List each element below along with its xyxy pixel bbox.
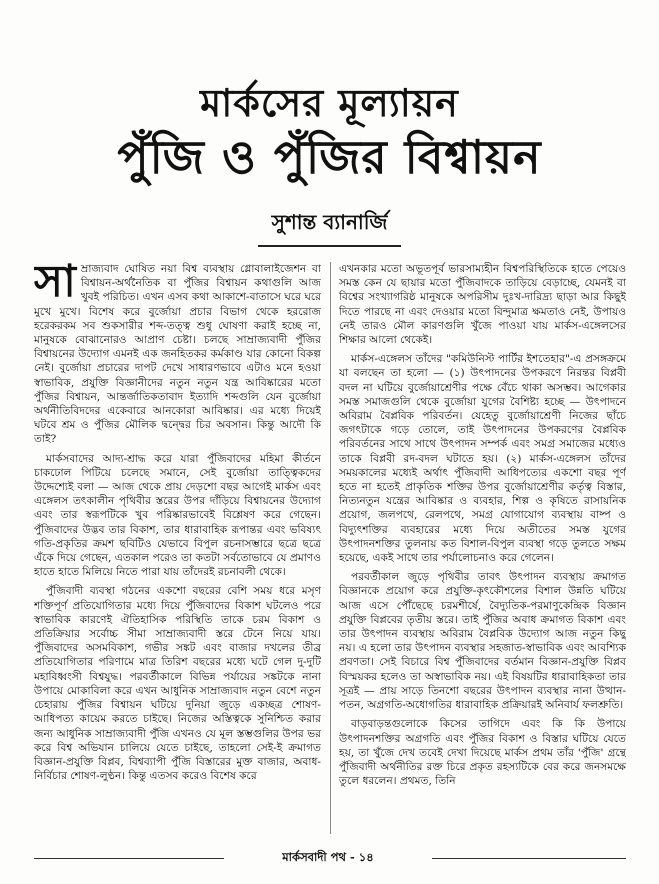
drop-cap: সা <box>34 262 76 307</box>
paragraph: মার্কসবাদের আদ্য-শ্রাদ্ধ করে যারা পুঁজিবাদের মহিমা কীর্তনে চাকঢোল পিটিয়ে চলেছে সমানে, সেই বুর্জোয়া তাত্ত্বিকদের উদ্দেশ্যেই বলা — আজ থেকে প্রায় দেড়শো বছর আগেই মার্কস এবং এঙ্গেলস তৎকালীন পৃথিবীর স্তরের উপর দাঁড়িয়ে বিশ্বায়নের উদ্যোগ এবং তার স্বরূপটিকে খুব পরিষ্কারভাবেই বিশ্লেষণ করে গেছেন। পুঁজিবাদের উদ্ভব তার বিকাশ, তার ধারাবাহিক রূপান্তর এবং ভবিষ্যৎ গতি-প্রকৃতির ক্রমশ ছবিটিও যেভাবে বিপুল রচনাসম্ভারে ছত্রে ছত্রে এঁকে দিয়ে গেছেন, এতকাল পরেও তা কতটা সর্বতোভাবে যে প্রমাণও হাতে হাতে মিলিয়ে নিতে পারা যায় তাঁদেরই রচনাবলী থেকে। <box>34 452 321 579</box>
paragraph: মার্কস-এঙ্গেলস তাঁদের "কমিউনিস্ট পার্টির ইশতেহার"-এ প্রসঙ্গক্রমে যা বলছেন তা হলো — (১) উৎপাদনের উপকরণে নিরন্তর বিপ্লবী বদল না ঘটিয়ে বুর্জোয়াশ্রেণীর পক্ষে বেঁচে থাকা অসম্ভব। আগেকার সমস্ত সমাজগুলি থেকে বুর্জোয়া যুগের বৈশিষ্ট্য হচ্ছে — উৎপাদনে অবিরাম বৈপ্লবিক পরিবর্তন। যেহেতু বুর্জোয়াশ্রেণী নিজের ছাঁচে জগৎটাকে গড়ে তোলে, তাই উৎপাদনের উপকরণের বৈপ্লবিক পরিবর্তনের সাথে সাথে উৎপাদন সম্পর্ক এবং সমগ্র সমাজের মধ্যেও তাকে বিপ্লবী রদ-বদল ঘটাতে হয়। (২) মার্কস-এঙ্গেলস তাঁদের সময়কালের মধ্যেই অর্থাৎ পুঁজিবাদী আধিপত্যের একশো বছর পূর্ণ হতে না হতেই প্রাকৃতিক শক্তির উপর বুর্জোয়াশ্রেণীর কর্তৃত্ব বিস্তার, নিত্যনতুন যন্ত্রের আবিষ্কার ও ব্যবহার, শিল্প ও কৃষিতে রাসায়নিক প্রয়োগ, জলপথে, রেলপথে, সমগ্র যোগাযোগ ব্যবস্থায় বাষ্প ও বিদ্যুৎশক্তির ব্যবহারের মধ্যে দিয়ে অতীতের সমস্ত যুগের উৎপাদনশক্তির তুলনায় কত বিশাল-বিপুল ব্যবস্থা গড়ে তুলতে সক্ষম হয়েছে, একই সাথে তার পর্যালোচনাও করে গেলেন। <box>339 353 626 565</box>
title-block <box>0 78 659 186</box>
title-line-1: মার্কসের মূল্যায়ন <box>200 80 459 125</box>
right-column <box>339 262 626 834</box>
column-divider <box>330 262 331 834</box>
paragraph: পরবর্তীকাল জুড়ে পৃথিবীর তাবৎ উৎপাদন ব্যবস্থায় ক্রমাগত বিজ্ঞানকে প্রয়োগ করে প্রযুক্তি-কৃৎকৌশলের বিশাল উন্নতি ঘটিয়ে আজ এসে পৌঁছেছে চরমশীর্ষে, বৈদ্যুতিক-পরমাণুকেন্দ্রিক বিজ্ঞান প্রযুক্তি বিপ্লবের তৃতীয় স্তরে। তাই পুঁজির অবাধ ক্রমাগত বিকাশ এবং তার উৎপাদন ব্যবস্থায় অবিরাম বৈপ্লবিক উদ্যোগ আজ নতুন কিছু নয়। এ হলো তার উৎপাদন ব্যবস্থার সহজাত-স্বাভাবিক এবং আবশ্যিক প্রবণতা। সেই বিচারে বিশ্ব পুঁজিবাদের বর্তমান বিজ্ঞান-প্রযুক্তি বিপ্লব বিস্ময়কর হলেও তা অস্বাভাবিক নয়। এই বিষয়টির ধারাবাহিকতা তার সূত্রই — প্রায় সাড়ে তিনশো বছরের উৎপাদন ব্যবস্থার নানা উত্থান-পতন, অগ্রগতি-অধোগতির ধারাবাহিক প্রক্রিয়ারই অনিবার্য ফলশ্রুতি। <box>339 571 626 712</box>
title-line-2: পুঁজি ও পুঁজির বিশ্বায়ন <box>117 130 542 184</box>
footer-rule-right <box>432 858 626 859</box>
author-name: সুশান্ত ব্যানার্জি <box>258 208 402 247</box>
left-column <box>34 262 321 834</box>
paragraph: এখনকার মতো অভূতপূর্ব ভারসাম্যহীন বিশ্বপরিস্থিতিকে হাতে পেয়েও সমস্ত কেন যে ছায়ার মতো পুঁজিবাদকে তাড়িয়ে বেড়াচ্ছে, যেমনই বা বিশ্বের সংখ্যাগরিষ্ঠ মানুষকে অপরিসীম দুঃখ-দারিদ্র্য ছাড়া আর কিছুই দিতে পারছে না এবং দেওয়ার মতো বিন্দুমাত্র ক্ষমতাও নেই, উপায়ও নেই তারও মৌল কারণগুলি খুঁজে পাওয়া যায় মার্কস-এঙ্গেলসের শিক্ষার আলো থেকেই। <box>339 263 626 347</box>
paragraph <box>34 262 321 447</box>
paragraph-text: ম্রাজ্যবাদ ঘোষিত নয়া বিশ্ব ব্যবস্থায় গ্লোবালাইজেশন বা বিশ্বায়ন-অর্থনৈতিক বা পুঁজির বিশ্বায়ন কথাগুলি আজ খুবই পরিচিত। এখন এসব কথা আকাশে-বাতাসে ঘরে ঘরে মুখে মুখে। বিশেষ করে বুর্জোয়া প্রচার বিভাগ থেকে হররোজ হরেকরকম সব শুকসারীর শব্দ-তত্ত্ব শুধু ঘোষণা করাই হচ্ছে না, মানুষকে বোঝানোরও আপ্রাণ চেষ্টা। চলছে সাম্রাজ্যবাদী পুঁজির বিশ্বায়নের উদ্যোগ এমনই এক জনহিতকর কর্মকাণ্ড যার কোনো বিকল্প নেই। বুর্জোয়া প্রচারের দাপট দেখে সাধারণভাবে এটাও মনে হওয়া স্বাভাবিক, প্রযুক্তি বিজ্ঞানীদের নতুন নতুন যন্ত্র আবিষ্কারের মতো পুঁজির বিশ্বায়ন, আন্তর্জাতিকতাবাদ ইত্যাদি শব্দগুলি যেন বুর্জোয়া অর্থনীতিবিদদের একেবারে আনকোরা আবিষ্কার। এর মধ্যে দিয়েই ঘটবে শ্রম ও পুঁজির মৌলিক দ্বন্দ্বের চির অবসান। কিন্তু আদৌ কি তাই? <box>34 263 321 446</box>
author-wrap <box>0 208 659 247</box>
footer-rule-left <box>34 858 224 859</box>
paragraph: বাড়বাড়ন্তগুলোকে কিসের তাগিদে এবং কি কি উপায়ে উৎপাদনশক্তির অগ্রগতি এবং পুঁজির বিকাশ ও বিস্তার ঘটিয়ে যেতে হয়, তা খুঁজে দেখ তবেই দেখা দিয়েছে মার্কস প্রথম তাঁর 'পুঁজি' গ্রন্থে পুঁজিবাদী অর্থনীতির রক্ত চিরে প্রকৃত রহস্যটিকে বের করে জনসমক্ষে তুলে ধরলেন। প্রথমত, তিনি <box>339 718 626 788</box>
paragraph: পুঁজিবাদী ব্যবস্থা গঠনের একশো বছরের বেশি সময় ধরে মসৃণ শক্তিপূর্ণ প্রতিযোগিতার মধ্যে দিয়ে পুঁজিবাদের বিকাশ ঘটলেও পরে স্বাভাবিক কারণেই ঐতিহাসিক পরিস্থিতি তাকে চরম বিকাশ ও প্রতিক্রিয়ার সর্বোচ্চ সীমা সাম্রাজ্যবাদী স্তরে টেনে নিয়ে যায়। পুঁজিবাদের অসমবিকাশ, গভীর সঙ্কট এবং বাজার দখলের তীব্র প্রতিযোগিতার পরিণামে মাত্র তিরিশ বছরের মধ্যে ঘটে গেল দু-দুটি মহাবিধ্বংসী বিশ্বযুদ্ধ। পরবর্তীকালে বিভিন্ন পর্যায়ের সঙ্কটকে নানা উপায়ে মোকাবিলা করে এখন আধুনিক সাম্রাজ্যবাদ নতুন বেশে নতুন চেহারায় পুঁজির বিশ্বায়ন ঘটিয়ে দুনিয়া জুড়ে একচ্ছত্র শোষণ-আধিপত্য কায়েম করতে চাইছে। নিজের অস্তিত্বকে সুনিশ্চিত করার জন্য আধুনিক সাম্রাজ্যবাদী পুঁজি এখনও যে মূল স্তম্ভগুলির উপর ভর করে বিশ্ব অভিযান চালিয়ে যেতে চাইছে, তাহলো সেই-ই ক্রমাগত বিজ্ঞান-প্রযুক্তি বিপ্লব, বিশ্বব্যাপী পুঁজি বিস্তারের মুক্ত বাজার, অবাধ-নির্বিচার শোষণ-লুণ্ঠন। কিন্তু এতসব করেও বিশেষ করে <box>34 585 321 783</box>
page-footer: মার্কসবাদী পথ - ১৪ <box>282 850 374 864</box>
article-body <box>34 262 626 834</box>
